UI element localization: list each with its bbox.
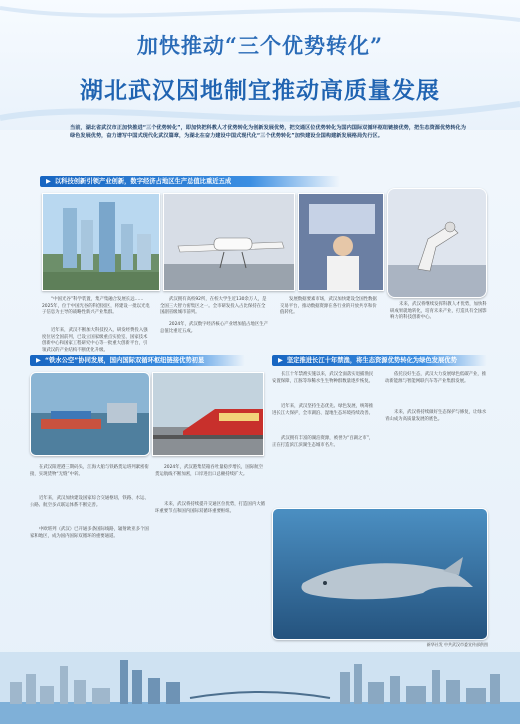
section-3-title: 坚定推进长江十年禁渔，将生态资源优势转化为绿色发展优势: [286, 357, 457, 364]
section-1-paragraph-4: 2024年，武汉数字经济核心产业增加值占地区生产总值比重近五成。: [160, 322, 268, 334]
section-3-title-bar: [272, 355, 487, 366]
arrow-icon: ▶: [278, 357, 283, 364]
section-1-title-bar: [40, 176, 340, 187]
section-3-paragraph-1: 长江十年禁渔实施以来，武汉全面落实退捕渔民安置保障，江豚等珍稀水生生物种群数量逐步恢复。: [272, 372, 374, 384]
photo-container-port: [30, 372, 150, 456]
decorative-wave: [0, 0, 520, 130]
section-3-paragraph-2: 近年来，武汉坚持生态优先、绿色发展，统筹推进长江大保护，全市湖泊、湿地生态环境持续改善。: [272, 404, 374, 416]
headline-line-2: 湖北武汉因地制宜推动高质量发展: [80, 77, 440, 104]
section-2-title: “铁水公空”协同发展，国内国际双循环枢纽链接优势初显: [44, 357, 205, 364]
photo-robot-arm-factory: [387, 188, 487, 298]
section-1-paragraph-6: 未来，武汉将继续发挥科教人才优势，加快科研成果就地转化，培育未来产业，打造具有全国影响力的科技创新中心。: [390, 302, 487, 321]
lead-paragraph: 当前，湖北省武汉市正加快推进“三个优势转化”，即加快把科教人才优势转化为创新发展优势，把交通区位优势转化为国内国际双循环枢纽链接优势，把生态资源优势转化为绿色发展优势，奋力谱写中国式现代化武汉篇章，为湖北在奋力建设中国式现代化“三个优势转化”加快建设全国构建新发展格局先行区。: [70, 125, 466, 140]
section-3-paragraph-3: 武汉拥有丰富的湖泊资源，被誉为“百湖之市”，正在打造滨江滨湖生态城市名片。: [272, 436, 374, 448]
photo-finless-porpoise: [272, 508, 488, 640]
section-3-paragraph-4: 依托良好生态，武汉大力发展绿色低碳产业，推动新能源与智能网联汽车等产业集群发展。: [385, 372, 487, 384]
section-2-paragraph-2: 近年来，武汉加快建设国家综合交通枢纽，铁路、水运、公路、航空多式联运体系不断完善。: [30, 496, 149, 508]
headline-line-1: 加快推动“三个优势转化”: [136, 33, 384, 58]
photo-drone: [163, 193, 295, 291]
photo-china-europe-freight-train: [152, 372, 264, 456]
photo-optics-valley-towers: [42, 193, 160, 291]
section-2-title-bar: [30, 355, 245, 366]
section-3-paragraph-5: 未来，武汉将持续做好生态保护与修复，让绿水青山成为高质量发展的底色。: [385, 410, 487, 422]
wuhan-skyline-illustration: [0, 652, 520, 724]
section-1-paragraph-1: “中国光谷”科学装置，集产集融合发展长远……2025年，位于中国光谷的科创园区，将建设一批以光电子信息为主导的战略性新兴产业集群。: [42, 297, 150, 316]
section-1-paragraph-2: 近年来，武汉不断加大科技投入，研发经费投入强度位居全国前列，已设立国家级重点实验室、国家技术创新中心和国家工程研究中心等一批重大创新平台，引领武汉的产业结构不断优化升级。: [42, 328, 148, 353]
section-2-paragraph-1: 在武汉阳逻港三期码头，江海大船与铁路货运班列紧密衔接，实现货物“无缝”中转。: [30, 465, 149, 477]
photo-lab-researcher: [298, 193, 384, 291]
section-2-paragraph-4: 2024年，武汉港集装箱吞吐量稳步增长，国际航空货运航线不断加密，口岸进出口总额持续扩大。: [155, 465, 263, 477]
section-2-paragraph-5: 未来，武汉将持续提升交通区位优势，打造国内大循环重要节点和国内国际双循环重要枢纽。: [155, 502, 265, 514]
arrow-icon: ▶: [36, 357, 41, 364]
section-2-paragraph-3: 中欧班列（武汉）已开通多条国际线路，辐射欧亚多个国家和地区，成为国内国际双循环的重要通道。: [30, 527, 149, 539]
section-1-paragraph-3: 武汉拥有高校92所，在校大学生近130余万人，是全国三大智力密集区之一。全市研发投入占比保持在全国副省级城市前列。: [160, 297, 267, 316]
photo-credit: 新华社发 中共武汉市委宣传部供图: [426, 642, 488, 647]
section-1-title: 以科技创新引领产业创新，数字经济占地区生产总值比重近五成: [54, 178, 232, 185]
arrow-icon: ▶: [46, 178, 51, 185]
section-1-paragraph-5: 发展数据要素市场，武汉加快建设全国性数据交易平台，推动数据资源在各行业的开放共享和价值转化。: [280, 297, 377, 316]
